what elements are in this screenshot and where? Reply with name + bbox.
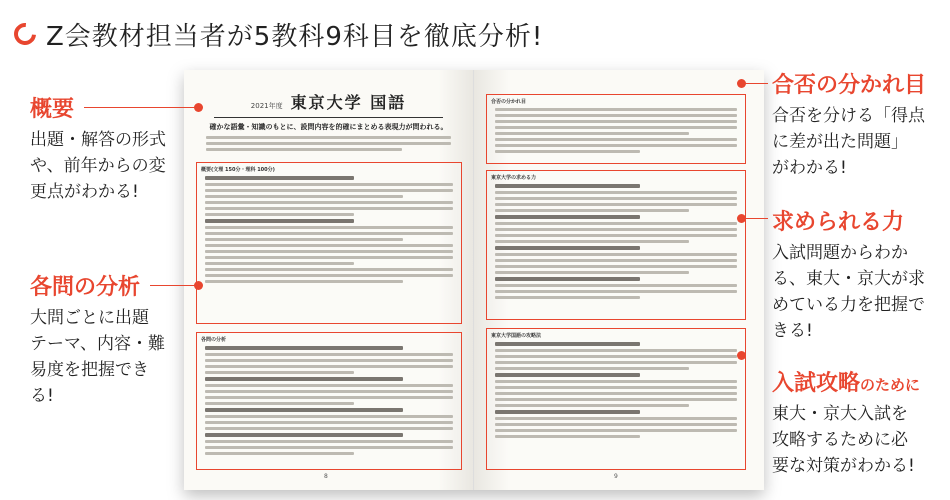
left-page-lead: 確かな語彙・知識のもとに、設問内容を的確にまとめる表現力が問われる。 <box>209 123 448 131</box>
turning-point-dot <box>737 79 746 88</box>
analysis-connector <box>150 285 200 286</box>
strategy-callout <box>772 366 920 479</box>
page-header <box>14 14 543 54</box>
strategy-dot <box>737 351 746 360</box>
analysis-callout-body: 大問ごとに出題 テーマ、内容・難 易度を把握でき る! <box>30 308 165 406</box>
analysis-box-head: 各問の分析 <box>201 337 227 343</box>
analysis-callout <box>30 270 165 409</box>
strategy-box-head: 東京大学国語の攻略法 <box>491 333 542 339</box>
required-power-callout-title: 求められる力 <box>772 210 905 235</box>
analysis-dot <box>194 281 203 290</box>
textbook-spread <box>184 70 764 490</box>
left-page-year: 2021年度 <box>250 102 283 110</box>
overview-callout <box>30 92 166 205</box>
right-page-number: 9 <box>614 473 618 480</box>
overview-callout-body: 出題・解答の形式 や、前年からの変 更点がわかる! <box>30 130 166 202</box>
overview-box-head: 概要(文理 150分・理科 100分) <box>201 167 275 173</box>
strategy-callout-title: 入試攻略のために <box>772 371 921 396</box>
turning-point-box <box>486 94 746 164</box>
strategy-box <box>486 328 746 470</box>
left-page <box>184 70 474 490</box>
required-power-box-head: 東京大学の求める力 <box>491 175 537 181</box>
left-page-title: 東京大学 国語 <box>290 93 407 112</box>
overview-connector <box>84 107 199 108</box>
analysis-callout-title: 各問の分析 <box>30 275 141 300</box>
turning-point-callout-title: 合否の分かれ目 <box>772 73 927 98</box>
left-page-number: 8 <box>324 473 328 480</box>
turning-point-callout <box>772 68 926 181</box>
overview-dot <box>194 103 203 112</box>
right-page <box>474 70 764 490</box>
turning-point-callout-body: 合否を分ける「得点 に差が出た問題」 がわかる! <box>772 106 925 178</box>
overview-box <box>196 162 462 324</box>
z-logo-icon <box>10 19 41 50</box>
required-power-callout-body: 入試問題からわか る、東大・京大が求 めている力を把握で きる! <box>772 243 925 341</box>
analysis-box <box>196 332 462 470</box>
overview-callout-title: 概要 <box>30 97 75 122</box>
required-power-box <box>486 170 746 320</box>
required-power-dot <box>737 214 746 223</box>
page-title: Z会教材担当者が5教科9科目を徹底分析! <box>46 21 544 52</box>
required-power-callout <box>772 205 925 344</box>
strategy-callout-body: 東大・京大入試を 攻略するために必 要な対策がわかる! <box>772 404 915 476</box>
turning-point-box-head: 合否の分かれ目 <box>491 99 527 105</box>
